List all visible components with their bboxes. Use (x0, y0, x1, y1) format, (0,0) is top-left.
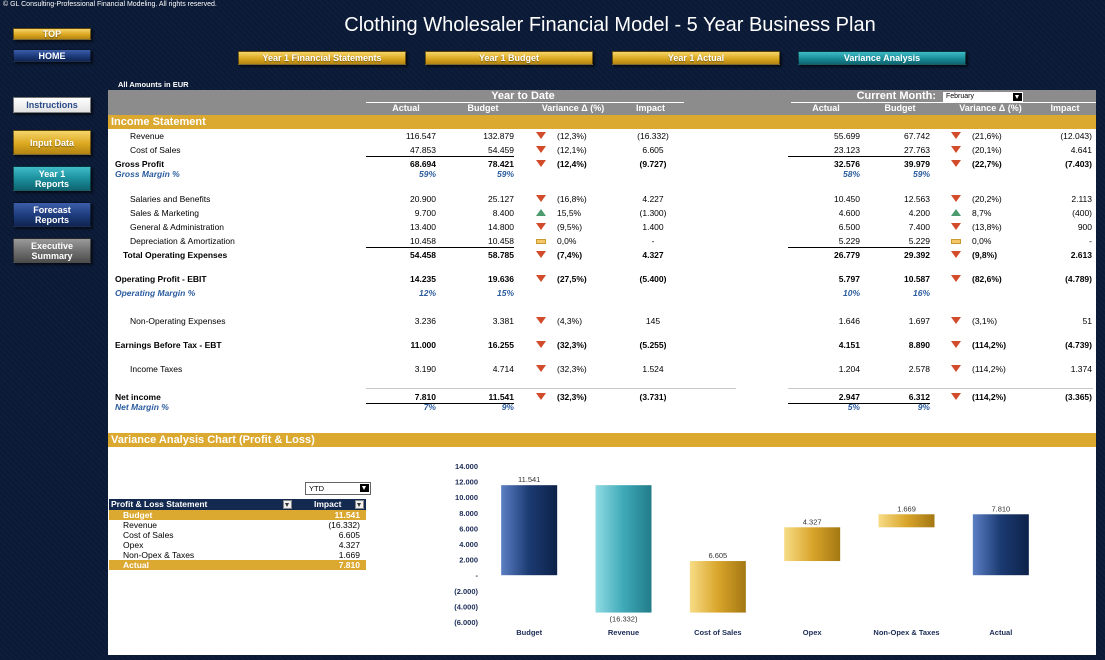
cm-actual: 5.797 (838, 274, 860, 284)
cm-budget-header: Budget (884, 103, 916, 113)
row-label: Total Operating Expenses (123, 250, 228, 260)
month-dropdown[interactable] (943, 92, 1023, 102)
cm-variance: (22,7%) (972, 159, 1002, 169)
forecast-reports-line1: Forecast (33, 204, 71, 215)
current-month-header: Current Month: (856, 90, 936, 102)
cm-budget: 12.563 (904, 194, 930, 204)
is-row-gross-margin (108, 168, 1096, 180)
ytd-variance: (9,5%) (557, 222, 583, 232)
pl-row-label: Actual (123, 560, 149, 570)
period-value: YTD (309, 484, 324, 493)
ytd-budget: 4.714 (492, 364, 514, 374)
ytd-variance: (16,8%) (557, 194, 587, 204)
home-button[interactable]: HOME (13, 49, 91, 62)
cm-variance: 0,0% (972, 236, 992, 246)
ytd-variance: (7,4%) (557, 250, 583, 260)
ytd-actual: 47.853 (410, 145, 436, 155)
cm-actual: 10.450 (834, 194, 860, 204)
down-arrow-icon (951, 393, 961, 400)
ytd-impact: - (651, 236, 655, 246)
cm-budget: 29.392 (904, 250, 930, 260)
pl-table-row (109, 510, 366, 520)
x-category-label: Opex (802, 628, 822, 637)
cm-actual: 6.500 (838, 222, 860, 232)
cm-impact: (7.403) (1065, 159, 1092, 169)
x-category-label: Budget (516, 628, 543, 637)
ytd-impact: (16.332) (637, 131, 669, 141)
ytd-actual: 54.458 (410, 250, 436, 260)
ytd-variance-header: Variance Δ (%) (541, 103, 605, 113)
waterfall-bar-1 (501, 485, 557, 575)
cm-actual-pct: 5% (847, 402, 860, 412)
ytd-budget: 25.127 (488, 194, 514, 204)
pl-impact-table (109, 499, 366, 570)
row-label: Depreciation & Amortization (130, 236, 235, 246)
y-tick-label: (4.000) (454, 602, 478, 612)
income-statement-band (108, 115, 1096, 129)
cm-impact: 2.113 (1071, 194, 1092, 204)
chevron-down-icon (1013, 93, 1022, 101)
ytd-variance: (12,4%) (557, 159, 587, 169)
executive-summary-button[interactable] (13, 238, 91, 263)
row-label: Net income (115, 392, 161, 402)
ytd-actual-pct: 7% (423, 402, 436, 412)
total-rule (788, 388, 1093, 389)
ytd-budget-pct: 15% (496, 288, 514, 298)
down-arrow-icon (951, 317, 961, 324)
down-arrow-icon (536, 195, 546, 202)
pl-row-label: Cost of Sales (123, 530, 174, 540)
ytd-variance: (4,3%) (557, 316, 583, 326)
row-label: Revenue (130, 131, 165, 141)
cm-impact: (400) (1072, 208, 1092, 218)
neutral-icon (951, 239, 961, 244)
year1-reports-line1: Year 1 (38, 168, 66, 179)
cm-actual: 26.779 (834, 250, 860, 260)
ytd-variance: (32,3%) (557, 364, 587, 374)
y-tick-label: (2.000) (454, 586, 478, 596)
cm-variance: (3,1%) (972, 316, 998, 326)
executive-summary-line1: Executive (30, 240, 74, 251)
ytd-header: Year to Date (491, 90, 555, 102)
ytd-variance: 15,5% (557, 208, 582, 218)
x-category-label: Non-Opex & Taxes (873, 628, 940, 637)
y-tick-label: 8.000 (459, 508, 478, 518)
down-arrow-icon (951, 251, 961, 258)
y-tick-label: 6.000 (459, 524, 478, 534)
ytd-variance: (12,1%) (557, 145, 587, 155)
cm-impact: 1.374 (1070, 364, 1092, 374)
ytd-actual: 3.190 (414, 364, 436, 374)
cm-actual: 32.576 (834, 159, 860, 169)
ytd-variance: 0,0% (557, 236, 577, 246)
y-tick-label: 14.000 (455, 462, 478, 471)
subtotal-rule (366, 156, 514, 157)
cm-impact: (4.789) (1065, 274, 1092, 284)
down-arrow-icon (951, 341, 961, 348)
down-arrow-icon (536, 317, 546, 324)
waterfall-bar-4 (784, 527, 840, 561)
pl-table-row (109, 530, 366, 540)
ytd-budget: 11.541 (488, 392, 514, 402)
is-row-nonop (108, 315, 1096, 327)
row-label: Gross Profit (115, 159, 165, 169)
waterfall-bar-2 (596, 485, 652, 612)
cm-variance: (20,2%) (972, 194, 1002, 204)
chevron-down-icon (360, 484, 369, 492)
income-statement-title: Income Statement (111, 116, 206, 128)
pl-row-label: Opex (123, 540, 144, 550)
ytd-variance: (32,3%) (557, 392, 587, 402)
ytd-impact: (3.731) (639, 392, 667, 402)
ytd-budget: 14.800 (488, 222, 514, 232)
pl-row-value: (16.332) (328, 520, 360, 530)
cm-budget: 27.763 (904, 145, 930, 155)
cm-impact: 51 (1082, 316, 1092, 326)
ytd-actual: 11.000 (410, 340, 436, 350)
ytd-impact: 4.227 (642, 194, 664, 204)
is-row-total-opex (108, 249, 1096, 261)
waterfall-bar-6 (973, 514, 1029, 575)
pl-row-value: 11.541 (334, 510, 360, 520)
y-tick-label: 2.000 (459, 555, 478, 565)
cm-impact: 2.613 (1070, 250, 1092, 260)
y-tick-label: 10.000 (455, 493, 478, 503)
ytd-actual: 13.400 (410, 222, 436, 232)
filter-dropdown-icon[interactable] (355, 500, 364, 509)
waterfall-bar-3 (690, 561, 746, 613)
cm-budget: 7.400 (908, 222, 930, 232)
ytd-budget: 10.458 (488, 236, 514, 246)
pl-col2-header: Impact (314, 499, 342, 509)
pl-table-header (109, 499, 366, 510)
ytd-actual-header: Actual (392, 103, 420, 113)
ytd-variance: (12,3%) (557, 131, 587, 141)
bar-value-label: 11.541 (517, 475, 541, 485)
forecast-reports-line2: Reports (34, 214, 69, 225)
pl-table-row (109, 550, 366, 560)
ytd-actual: 116.547 (405, 131, 436, 141)
row-label: Operating Margin % (115, 288, 196, 298)
instructions-button[interactable]: Instructions (13, 97, 91, 113)
month-value: February (946, 93, 975, 100)
waterfall-bar-5 (879, 514, 935, 527)
is-row-net-margin (108, 401, 1096, 413)
cm-impact: 4.641 (1070, 145, 1092, 155)
ytd-impact: 1.524 (642, 364, 664, 374)
pl-col1-header: Profit & Loss Statement (111, 499, 208, 509)
cm-budget: 2.578 (908, 364, 930, 374)
row-label: Earnings Before Tax - EBT (115, 340, 222, 350)
ytd-actual: 10.458 (410, 236, 436, 246)
row-label: Non-Operating Expenses (130, 316, 226, 326)
ytd-variance: (27,5%) (557, 274, 587, 284)
is-row-revenue (108, 130, 1096, 142)
pl-row-value: 7.810 (338, 560, 360, 570)
y-tick-label: 12.000 (455, 477, 478, 487)
down-arrow-icon (536, 275, 546, 282)
pl-row-value: 4.327 (338, 540, 360, 550)
row-label: Sales & Marketing (130, 208, 199, 218)
is-row-taxes (108, 363, 1096, 375)
cm-variance: (114,2%) (972, 392, 1007, 402)
cm-budget-pct: 9% (917, 402, 930, 412)
chart-section-band (108, 433, 1096, 447)
year1-financial-statements-button[interactable]: Year 1 Financial Statements (238, 51, 406, 65)
copyright-text: © GL Consulting-Professional Financial Modeling. All rights reserved. (3, 1, 217, 8)
ytd-budget: 132.879 (483, 131, 514, 141)
variance-analysis-button[interactable]: Variance Analysis (798, 51, 966, 65)
ytd-budget: 3.381 (492, 316, 514, 326)
bar-value-label: 6.605 (708, 551, 728, 561)
bar-value-label: 7.810 (991, 504, 1011, 514)
down-arrow-icon (536, 160, 546, 167)
pl-row-value: 1.669 (338, 550, 360, 560)
cm-impact: - (1089, 236, 1092, 246)
period-dropdown[interactable] (305, 482, 371, 495)
is-row-cos (108, 144, 1096, 156)
year1-reports-button[interactable] (13, 166, 91, 191)
cm-actual-pct: 10% (842, 288, 860, 298)
cm-impact-header: Impact (1050, 103, 1080, 113)
ytd-actual: 7.810 (414, 392, 436, 402)
row-label: Operating Profit - EBIT (115, 274, 207, 284)
ytd-impact-header: Impact (635, 103, 665, 113)
ytd-budget: 8.400 (492, 208, 514, 218)
cm-budget: 5.229 (908, 236, 930, 246)
x-category-label: Actual (989, 628, 1013, 637)
bar-value-label: (16.332) (609, 614, 638, 624)
page-title: Clothing Wholesaler Financial Model - 5 Year Business Plan (344, 14, 876, 36)
cm-variance: (114,2%) (972, 364, 1006, 374)
ytd-variance: (32,3%) (557, 340, 587, 350)
cm-impact: (12.043) (1060, 131, 1092, 141)
cm-budget: 6.312 (908, 392, 930, 402)
executive-summary-line2: Summary (31, 250, 73, 261)
cm-impact: (4.739) (1065, 340, 1092, 350)
row-label: Gross Margin % (115, 169, 180, 179)
ytd-actual-pct: 12% (418, 288, 436, 298)
ytd-actual: 14.235 (410, 274, 436, 284)
cm-budget: 67.742 (904, 131, 930, 141)
cm-budget-pct: 59% (912, 169, 930, 179)
up-arrow-icon (951, 209, 961, 216)
bar-value-label: 4.327 (802, 517, 822, 527)
cm-actual: 4.151 (838, 340, 860, 350)
is-row-ebit (108, 273, 1096, 285)
down-arrow-icon (536, 341, 546, 348)
neutral-icon (536, 239, 546, 244)
ytd-actual: 3.236 (414, 316, 436, 326)
filter-dropdown-icon[interactable] (283, 500, 292, 509)
cm-actual: 55.699 (834, 131, 860, 141)
cm-variance-header: Variance Δ (%) (959, 103, 1022, 113)
x-category-label: Revenue (607, 628, 640, 637)
is-row-op-margin (108, 287, 1096, 299)
ytd-impact: (1.300) (639, 208, 667, 218)
ytd-budget: 19.636 (488, 274, 514, 284)
year1-actual-button[interactable]: Year 1 Actual (612, 51, 780, 65)
cm-budget-pct: 16% (912, 288, 930, 298)
pl-row-value: 6.605 (338, 530, 360, 540)
cm-budget: 1.697 (908, 316, 930, 326)
row-label: Net Margin % (115, 402, 169, 412)
cm-budget: 4.200 (908, 208, 930, 218)
cm-actual-header: Actual (812, 103, 840, 113)
down-arrow-icon (951, 146, 961, 153)
subtotal-rule (366, 247, 514, 248)
is-row-salaries (108, 193, 1096, 205)
down-arrow-icon (951, 132, 961, 139)
ytd-impact: (9.727) (639, 159, 667, 169)
row-label: Income Taxes (130, 364, 183, 374)
down-arrow-icon (536, 146, 546, 153)
bar-value-label: 1.669 (897, 504, 916, 514)
cm-variance: (13,8%) (972, 222, 1002, 232)
cm-variance: (9,8%) (972, 250, 998, 260)
chart-section-title: Variance Analysis Chart (Profit & Loss) (111, 434, 315, 446)
pl-table-row (109, 560, 366, 570)
cm-variance: (20,1%) (972, 145, 1002, 155)
row-label: Cost of Sales (130, 145, 181, 155)
down-arrow-icon (951, 195, 961, 202)
down-arrow-icon (536, 132, 546, 139)
pl-table-row (109, 520, 366, 530)
cm-impact: 900 (1077, 222, 1092, 232)
waterfall-chart (438, 455, 1058, 645)
pl-row-label: Revenue (123, 520, 158, 530)
ytd-budget: 78.421 (488, 159, 514, 169)
x-category-label: Cost of Sales (694, 628, 742, 637)
subtotal-rule (788, 247, 930, 248)
pl-row-label: Budget (123, 510, 153, 520)
down-arrow-icon (951, 365, 961, 372)
report-panel (108, 90, 1096, 655)
down-arrow-icon (536, 251, 546, 258)
cm-variance: (114,2%) (972, 340, 1007, 350)
ytd-budget-pct: 59% (496, 169, 514, 179)
pl-table-row (109, 540, 366, 550)
forecast-reports-button[interactable] (13, 202, 91, 227)
cm-actual: 5.229 (838, 236, 860, 246)
cm-actual: 4.600 (838, 208, 860, 218)
down-arrow-icon (536, 223, 546, 230)
down-arrow-icon (951, 160, 961, 167)
y-tick-label: 4.000 (459, 540, 478, 549)
is-row-gna (108, 221, 1096, 233)
ytd-budget: 54.459 (488, 145, 514, 155)
cm-budget: 10.587 (904, 274, 930, 284)
ytd-actual-pct: 59% (418, 169, 436, 179)
cm-actual: 1.646 (838, 316, 860, 326)
ytd-budget: 16.255 (488, 340, 514, 350)
cm-actual: 1.204 (838, 364, 860, 374)
ytd-impact: 145 (645, 316, 661, 326)
amounts-label: All Amounts in EUR (118, 80, 189, 89)
pl-row-label: Non-Opex & Taxes (123, 550, 195, 560)
ytd-budget-pct: 9% (501, 402, 514, 412)
cm-variance: (82,6%) (972, 274, 1002, 284)
ytd-impact: (5.255) (639, 340, 667, 350)
cm-impact: (3.365) (1065, 392, 1092, 402)
ytd-actual: 20.900 (410, 194, 436, 204)
year1-budget-button[interactable]: Year 1 Budget (425, 51, 593, 65)
down-arrow-icon (951, 275, 961, 282)
cm-variance: 8,7% (972, 208, 992, 218)
top-button[interactable]: TOP (13, 28, 91, 40)
is-row-dep (108, 235, 1096, 247)
ytd-impact: 1.400 (642, 222, 664, 232)
down-arrow-icon (951, 223, 961, 230)
cm-actual-pct: 58% (842, 169, 860, 179)
y-tick-label: - (475, 571, 478, 581)
ytd-impact: 6.605 (642, 145, 664, 155)
year1-reports-line2: Reports (34, 178, 69, 189)
total-rule (366, 388, 736, 389)
cm-actual: 2.947 (838, 392, 860, 402)
input-data-button[interactable]: Input Data (13, 130, 91, 155)
ytd-impact: 4.327 (642, 250, 664, 260)
ytd-budget-header: Budget (467, 103, 499, 113)
cm-budget: 39.979 (904, 159, 930, 169)
y-tick-label: (6.000) (454, 618, 478, 627)
is-row-sales-mkt (108, 207, 1096, 219)
ytd-actual: 9.700 (414, 208, 436, 218)
cm-variance: (21,6%) (972, 131, 1002, 141)
up-arrow-icon (536, 209, 546, 216)
row-label: General & Administration (130, 222, 225, 232)
ytd-impact: (5.400) (639, 274, 667, 284)
ytd-actual: 68.694 (410, 159, 436, 169)
cm-budget: 8.890 (908, 340, 930, 350)
down-arrow-icon (536, 393, 546, 400)
down-arrow-icon (536, 365, 546, 372)
cm-actual: 23.123 (834, 145, 860, 155)
subtotal-rule (788, 156, 930, 157)
is-row-ebt (108, 339, 1096, 351)
row-label: Salaries and Benefits (130, 194, 211, 204)
ytd-budget: 58.785 (488, 250, 514, 260)
